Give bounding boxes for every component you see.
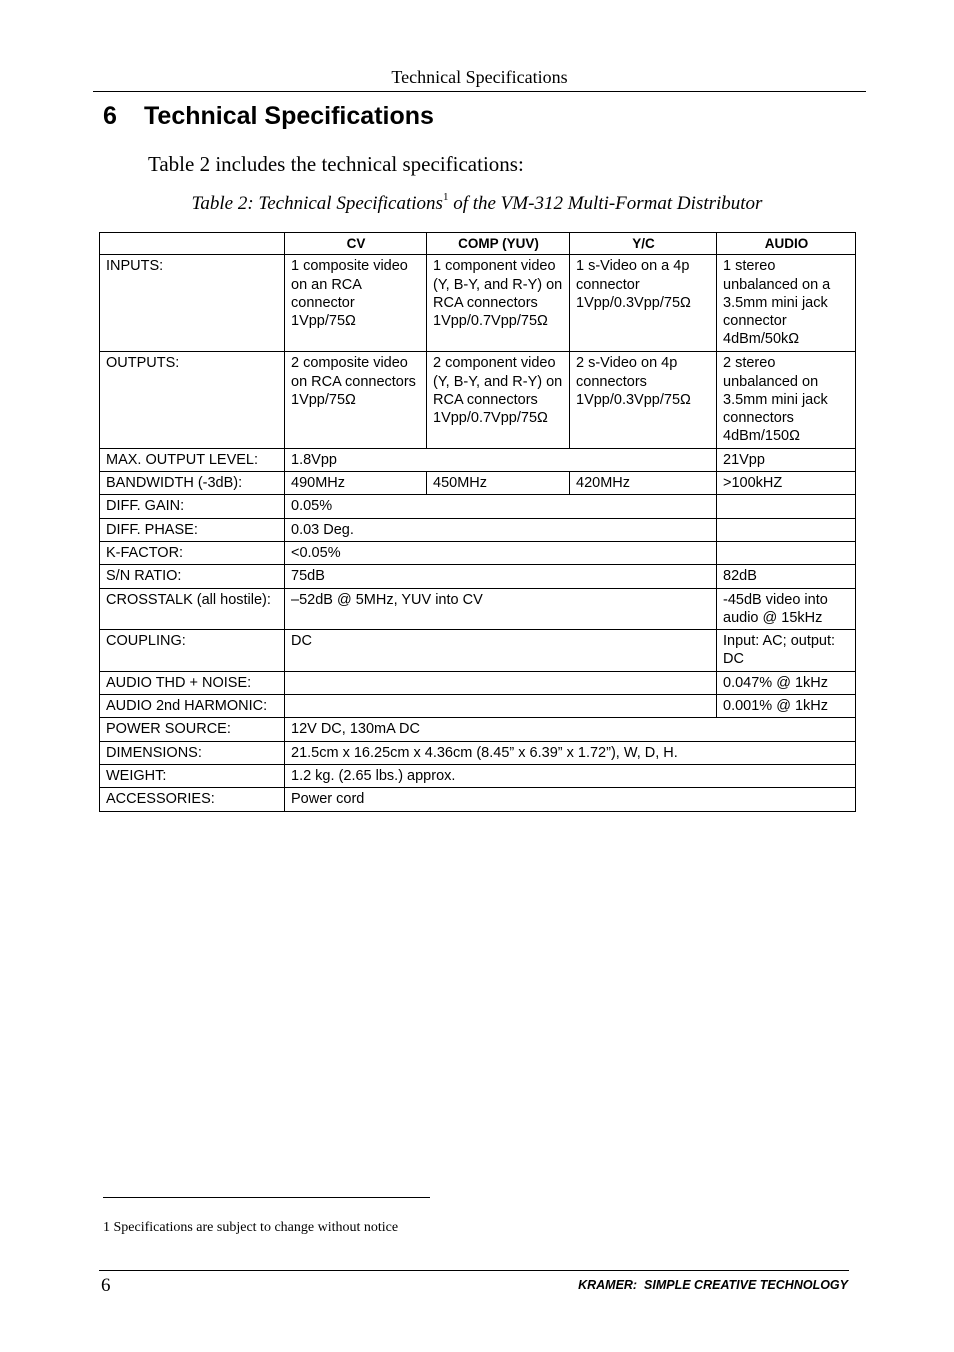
row-label: INPUTS:	[100, 255, 285, 352]
yc-cell: 2 s-Video on 4p connectors 1Vpp/0.3Vpp/75Ω	[570, 352, 717, 448]
comp-cell: 2 component video (Y, B-Y, and R-Y) on RCA connectors 1Vpp/0.7Vpp/75Ω	[427, 352, 570, 448]
header-rule	[93, 91, 866, 92]
table-caption	[99, 191, 855, 217]
table-row-weight	[100, 764, 856, 787]
value-cell: 1.2 kg. (2.65 lbs.) approx.	[285, 764, 856, 787]
video-cell: DC	[285, 630, 717, 672]
row-label: MAX. OUTPUT LEVEL:	[100, 448, 285, 471]
audio-cell: 2 stereo unbalanced on 3.5mm mini jack connectors 4dBm/150Ω	[717, 352, 856, 448]
audio-cell: -45dB video into audio @ 15kHz	[717, 588, 856, 630]
table-row-k-factor	[100, 541, 856, 564]
table-row-outputs	[100, 352, 856, 448]
footer-rule	[99, 1270, 849, 1271]
yc-cell: 1 s-Video on a 4p connector 1Vpp/0.3Vpp/75Ω	[570, 255, 717, 352]
video-cell	[285, 671, 717, 694]
row-label: DIMENSIONS:	[100, 741, 285, 764]
value-cell: 21.5cm x 16.25cm x 4.36cm (8.45” x 6.39” x 1.72”), W, D, H.	[285, 741, 856, 764]
row-label: AUDIO THD + NOISE:	[100, 671, 285, 694]
running-header: Technical Specifications	[391, 67, 568, 87]
video-cell: <0.05%	[285, 541, 717, 564]
audio-cell: 1 stereo unbalanced on a 3.5mm mini jack connector 4dBm/50kΩ	[717, 255, 856, 352]
audio-cell: 0.001% @ 1kHz	[717, 695, 856, 718]
value-cell: Power cord	[285, 788, 856, 811]
row-label: DIFF. GAIN:	[100, 495, 285, 518]
cv-cell: 1 composite video on an RCA connector 1Vpp/75Ω	[285, 255, 427, 352]
table-row-coupling	[100, 630, 856, 672]
audio-cell: Input: AC; output: DC	[717, 630, 856, 672]
section-number: 6	[103, 102, 117, 130]
table-row-sn-ratio	[100, 565, 856, 588]
audio-cell	[717, 495, 856, 518]
table-row-diff-phase	[100, 518, 856, 541]
table-row-accessories	[100, 788, 856, 811]
video-cell: 75dB	[285, 565, 717, 588]
audio-cell: >100kHZ	[717, 472, 856, 495]
row-label: BANDWIDTH (-3dB):	[100, 472, 285, 495]
page-number: 6	[101, 1275, 111, 1296]
caption-rest: of the VM-312 Multi-Format Distributor	[448, 193, 763, 214]
value-cell: 12V DC, 130mA DC	[285, 718, 856, 741]
intro-text: Table 2 includes the technical specifications:	[148, 152, 524, 176]
table-row-audio-thd	[100, 671, 856, 694]
table-row-inputs	[100, 255, 856, 352]
table-row-max-output	[100, 448, 856, 471]
audio-cell: 82dB	[717, 565, 856, 588]
row-label: DIFF. PHASE:	[100, 518, 285, 541]
table-header-row	[100, 233, 856, 255]
audio-cell	[717, 518, 856, 541]
cv-cell: 2 composite video on RCA connectors 1Vpp/75Ω	[285, 352, 427, 448]
row-label: K-FACTOR:	[100, 541, 285, 564]
footer-brand: KRAMER: SIMPLE CREATIVE TECHNOLOGY	[578, 1278, 848, 1292]
section-title	[103, 101, 434, 131]
footnote-reference[interactable]: 1	[442, 191, 449, 203]
footnote-text: 1 Specifications are subject to change without notice	[103, 1220, 399, 1235]
video-cell: 0.05%	[285, 495, 717, 518]
video-cell: –52dB @ 5MHz, YUV into CV	[285, 588, 717, 630]
column-header-comp: COMP (YUV)	[427, 233, 570, 255]
section-title-text: Technical Specifications	[144, 102, 434, 130]
row-label: COUPLING:	[100, 630, 285, 672]
table-row-crosstalk	[100, 588, 856, 630]
column-header-parameter	[100, 233, 285, 255]
table-row-diff-gain	[100, 495, 856, 518]
row-label: S/N RATIO:	[100, 565, 285, 588]
table-row-power-source	[100, 718, 856, 741]
audio-cell: 21Vpp	[717, 448, 856, 471]
comp-cell: 1 component video (Y, B-Y, and R-Y) on RCA connectors 1Vpp/0.7Vpp/75Ω	[427, 255, 570, 352]
row-label: POWER SOURCE:	[100, 718, 285, 741]
column-header-audio: AUDIO	[717, 233, 856, 255]
audio-cell	[717, 541, 856, 564]
video-cell	[285, 695, 717, 718]
column-header-cv: CV	[285, 233, 427, 255]
yc-cell: 420MHz	[570, 472, 717, 495]
column-header-yc: Y/C	[570, 233, 717, 255]
video-cell: 0.03 Deg.	[285, 518, 717, 541]
row-label: ACCESSORIES:	[100, 788, 285, 811]
row-label: AUDIO 2nd HARMONIC:	[100, 695, 285, 718]
table-row-bandwidth	[100, 472, 856, 495]
caption-lead: Table 2: Technical Specifications	[191, 193, 443, 214]
audio-cell: 0.047% @ 1kHz	[717, 671, 856, 694]
table-row-audio-2nd-harmonic	[100, 695, 856, 718]
comp-cell: 450MHz	[427, 472, 570, 495]
video-cell: 1.8Vpp	[285, 448, 717, 471]
table-row-dimensions	[100, 741, 856, 764]
footnote-rule	[103, 1197, 430, 1198]
row-label: WEIGHT:	[100, 764, 285, 787]
specifications-table	[99, 232, 856, 812]
cv-cell: 490MHz	[285, 472, 427, 495]
row-label: CROSSTALK (all hostile):	[100, 588, 285, 630]
row-label: OUTPUTS:	[100, 352, 285, 448]
